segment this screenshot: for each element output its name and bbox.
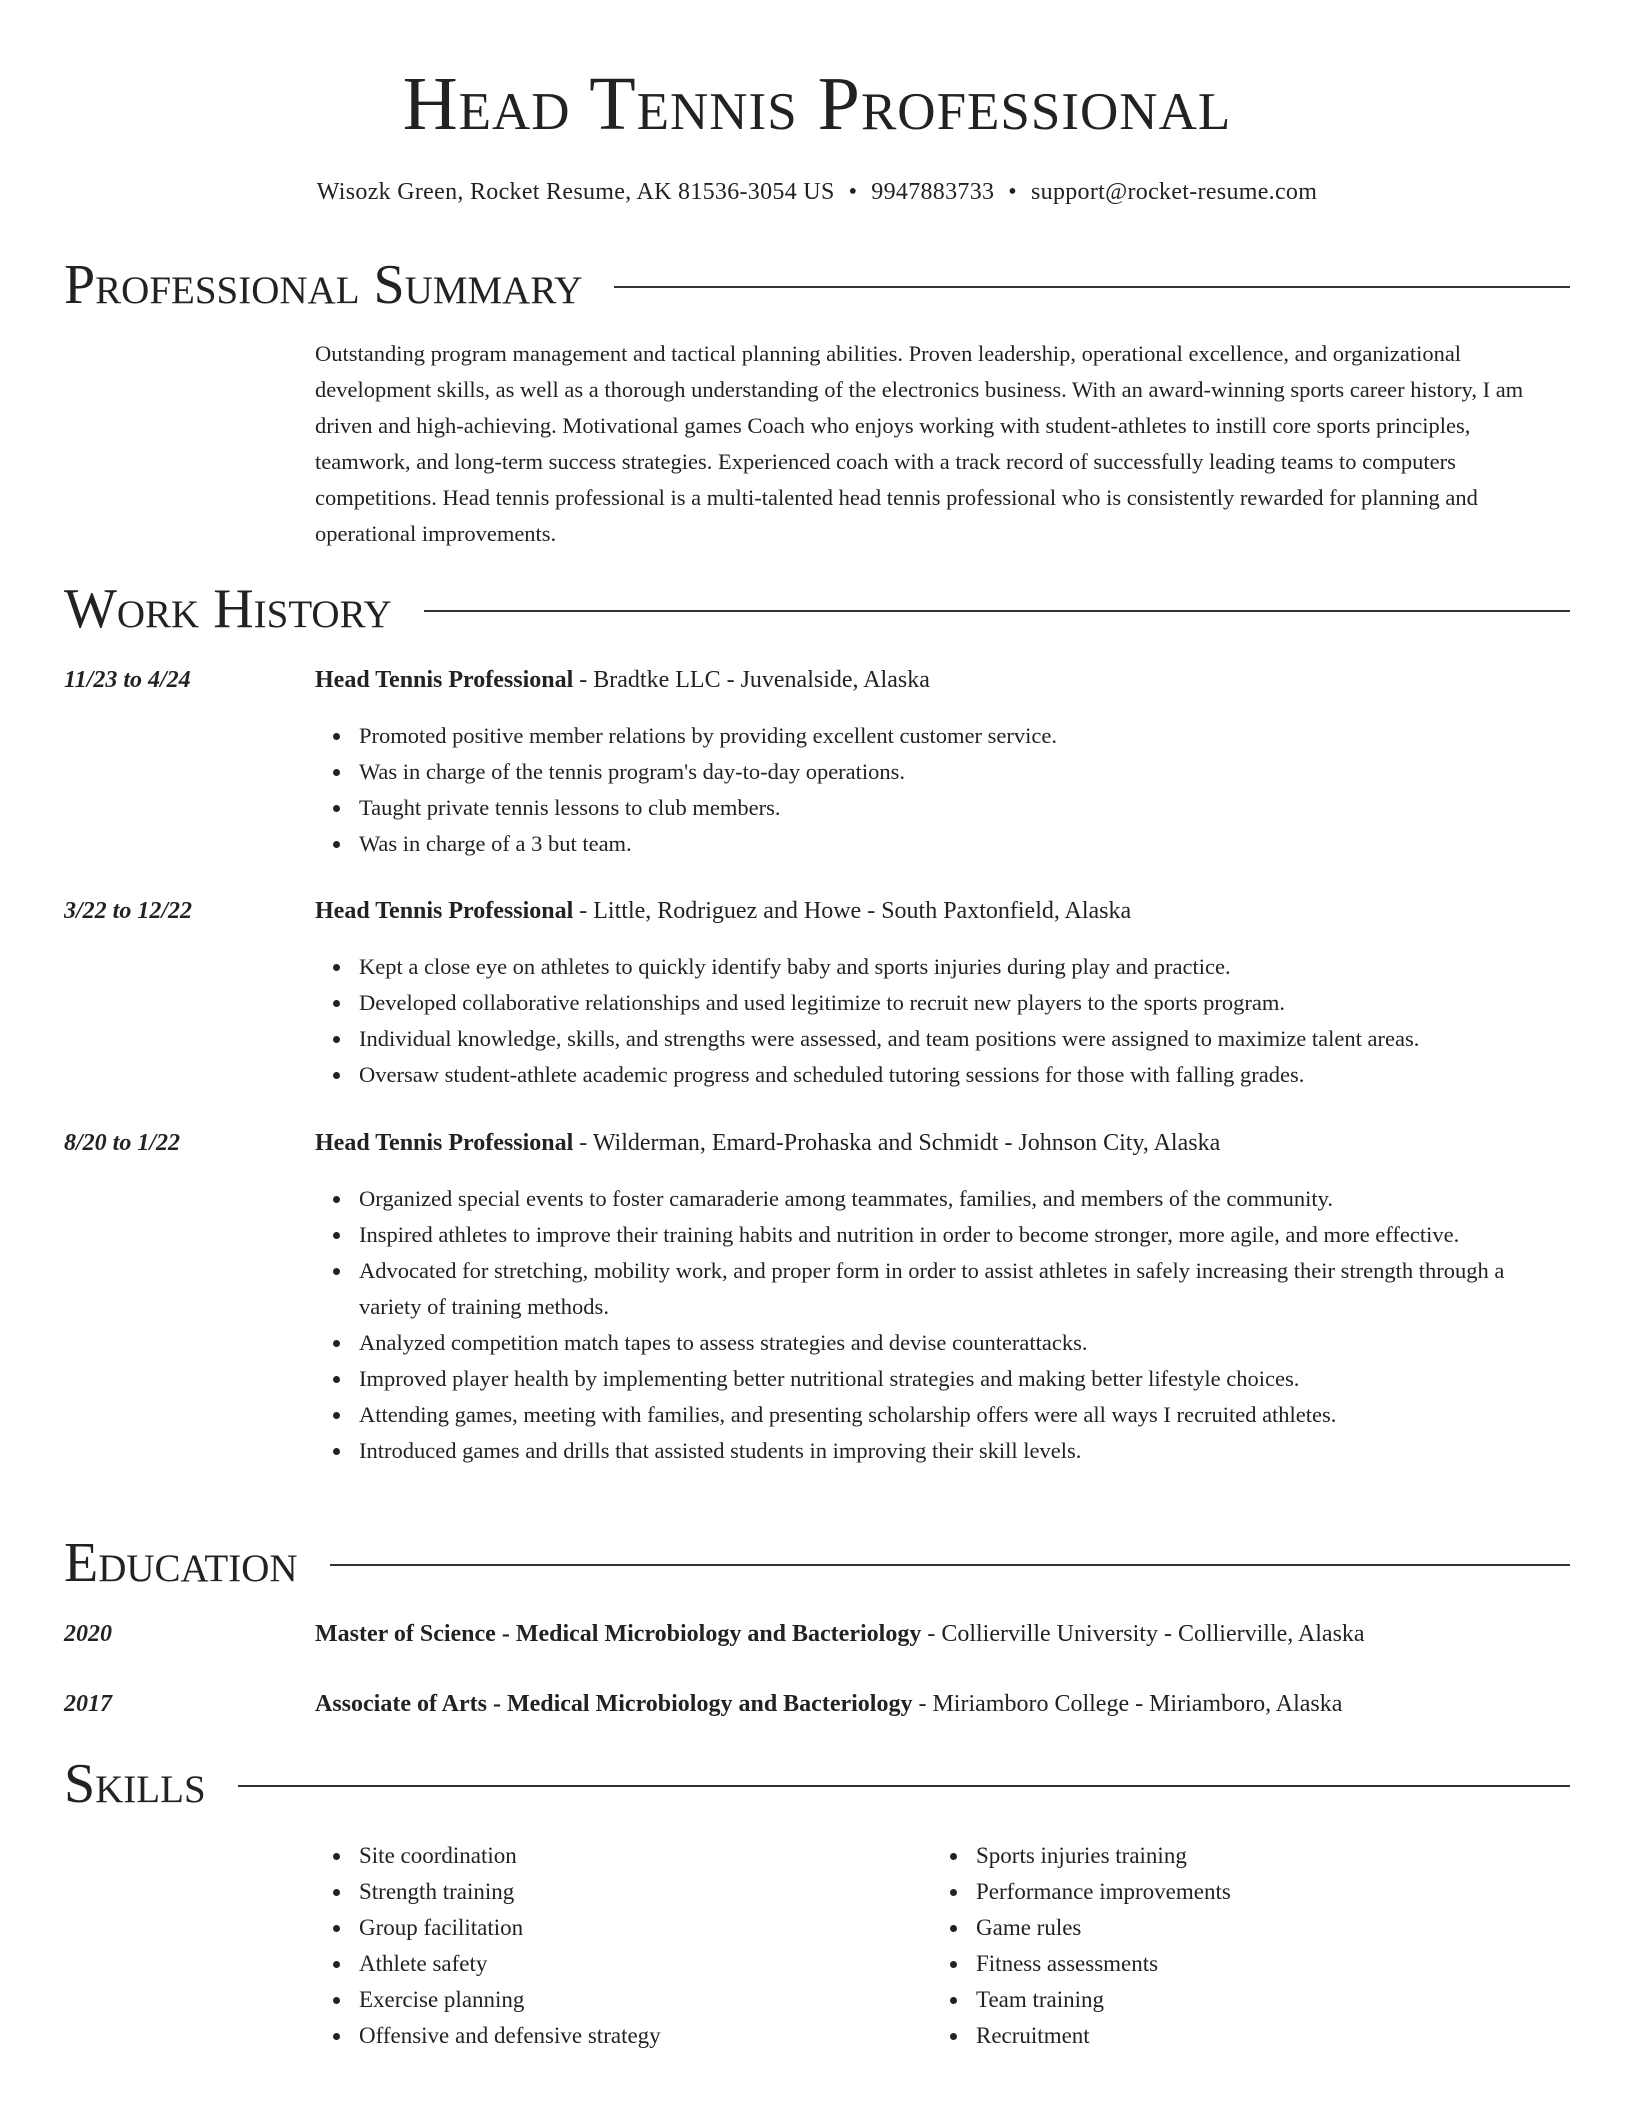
- contact-line: [64, 176, 1570, 208]
- job-bullet: Analyzed competition match tapes to assess strategies and devise counterattacks.: [315, 1325, 1570, 1361]
- contact-address: Wisozk Green, Rocket Resume, AK 81536-3054 US: [316, 179, 835, 205]
- job-bullet: Kept a close eye on athletes to quickly identify baby and sports injuries during play and practice.: [315, 949, 1570, 985]
- job-bullet: Attending games, meeting with families, and presenting scholarship offers were all ways I recruited athletes.: [315, 1397, 1570, 1433]
- job-dates: 3/22 to 12/22: [64, 898, 193, 924]
- section-header-skills: [64, 1752, 1570, 1816]
- skill-item: Site coordination: [315, 1838, 915, 1874]
- skill-item: Team training: [932, 1982, 1532, 2018]
- job-bullet: Oversaw student-athlete academic progress and scheduled tutoring sessions for those with falling grades.: [315, 1057, 1570, 1093]
- section-divider: [614, 286, 1570, 288]
- job-company: - Bradtke LLC - Juvenalside, Alaska: [573, 667, 930, 693]
- contact-separator: •: [848, 179, 858, 205]
- job-bullet: Promoted positive member relations by providing excellent customer service.: [315, 718, 1570, 754]
- education-entry: [315, 1618, 1570, 1650]
- skill-item: Performance improvements: [932, 1874, 1532, 1910]
- job-company: - Wilderman, Emard-Prohaska and Schmidt - Johnson City, Alaska: [573, 1130, 1221, 1156]
- job-bullets: [315, 1181, 1570, 1469]
- job-title: Head Tennis Professional: [315, 1130, 574, 1156]
- section-header-work-history: [64, 577, 1570, 641]
- education-entry: [315, 1688, 1570, 1720]
- job-bullet: Taught private tennis lessons to club members.: [315, 790, 1570, 826]
- education-school: - Miriamboro College - Miriamboro, Alaska: [912, 1691, 1343, 1717]
- section-divider: [424, 610, 1570, 612]
- education-year: 2017: [64, 1691, 112, 1717]
- section-title: Professional Summary: [64, 254, 583, 316]
- job-bullet: Developed collaborative relationships and used legitimize to recruit new players to the sports program.: [315, 985, 1570, 1021]
- job-dates: 11/23 to 4/24: [64, 667, 191, 693]
- job-bullet: Improved player health by implementing better nutritional strategies and making better lifestyle choices.: [315, 1361, 1570, 1397]
- resume-name-heading: Head Tennis Professional: [402, 62, 1232, 146]
- job-bullet: Was in charge of the tennis program's day-to-day operations.: [315, 754, 1570, 790]
- job-bullet: Was in charge of a 3 but team.: [315, 826, 1570, 862]
- job-bullet: Inspired athletes to improve their training habits and nutrition in order to become stronger, more agile, and more effective.: [315, 1217, 1570, 1253]
- education-degree: Master of Science - Medical Microbiology and Bacteriology: [315, 1621, 922, 1647]
- job-bullets: [315, 718, 1570, 862]
- resume-page: [64, 0, 1570, 2112]
- skill-item: Strength training: [315, 1874, 915, 1910]
- education-school: - Collierville University - Collierville, Alaska: [921, 1621, 1365, 1647]
- skill-item: Exercise planning: [315, 1982, 915, 2018]
- contact-phone: 9947883733: [871, 179, 995, 205]
- skills-list-right: [932, 1838, 1532, 2054]
- summary-text: Outstanding program management and tactical planning abilities. Proven leadership, operational excellence, and organizational development skills, as well as a thorough understanding of the electronics business. With an award-winning sports career history, I am driven and high-achieving. Motivational games Coach who enjoys working with student-athletes to instill core sports principles, teamwork, and long-term success strategies. Experienced coach with a track record of successfully leading teams to computers competitions. Head tennis professional is a multi-talented head tennis professional who is consistently rewarded for planning and operational improvements.: [315, 341, 1524, 546]
- job-company: - Little, Rodriguez and Howe - South Paxtonfield, Alaska: [573, 898, 1132, 924]
- job-heading: [315, 895, 1570, 927]
- section-divider: [238, 1785, 1570, 1787]
- education-year: 2020: [64, 1621, 112, 1647]
- skill-item: Sports injuries training: [932, 1838, 1532, 1874]
- job-title: Head Tennis Professional: [315, 667, 574, 693]
- job-bullet: Organized special events to foster camaraderie among teammates, families, and members of the community.: [315, 1181, 1570, 1217]
- job-bullet: Introduced games and drills that assisted students in improving their skill levels.: [315, 1433, 1570, 1469]
- skill-item: Athlete safety: [315, 1946, 915, 1982]
- section-title: Skills: [64, 1753, 206, 1815]
- skill-item: Game rules: [932, 1910, 1532, 1946]
- contact-email: support@rocket-resume.com: [1031, 179, 1318, 205]
- skills-list-left: [315, 1838, 915, 2054]
- contact-separator: •: [1008, 179, 1017, 205]
- job-title: Head Tennis Professional: [315, 898, 574, 924]
- job-bullet: Advocated for stretching, mobility work, and proper form in order to assist athletes in safely increasing their strength through a variety of training methods.: [315, 1253, 1570, 1325]
- job-bullet: Individual knowledge, skills, and strengths were assessed, and team positions were assigned to maximize talent areas.: [315, 1021, 1570, 1057]
- job-heading: [315, 664, 1570, 696]
- section-title: Work History: [64, 578, 392, 640]
- skill-item: Recruitment: [932, 2018, 1532, 2054]
- section-header-summary: [64, 253, 1570, 317]
- job-bullets: [315, 949, 1570, 1093]
- section-divider: [330, 1564, 1570, 1566]
- job-heading: [315, 1127, 1570, 1159]
- skill-item: Fitness assessments: [932, 1946, 1532, 1982]
- section-header-education: [64, 1531, 1570, 1595]
- job-dates: 8/20 to 1/22: [64, 1130, 181, 1156]
- skill-item: Offensive and defensive strategy: [315, 2018, 915, 2054]
- skill-item: Group facilitation: [315, 1910, 915, 1946]
- education-degree: Associate of Arts - Medical Microbiology and Bacteriology: [315, 1691, 913, 1717]
- section-title: Education: [64, 1532, 298, 1594]
